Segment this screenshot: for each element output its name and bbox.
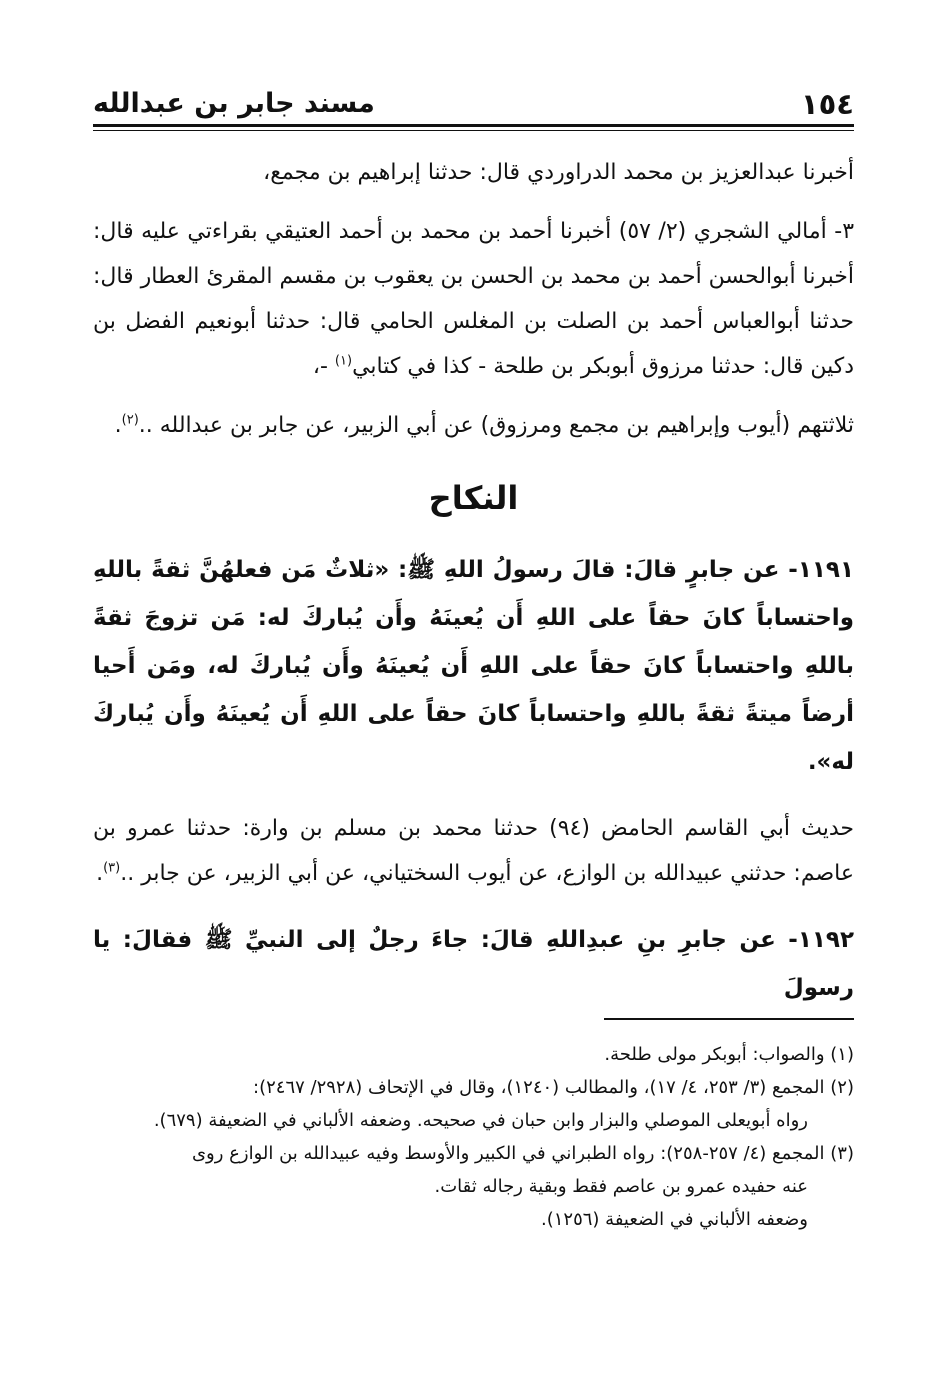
footnote-ref-1[interactable]: (١) [334, 353, 353, 369]
footnote-1: (١) والصواب: أبوبكر مولى طلحة. [604, 1044, 854, 1065]
page-number: ١٥٤ [800, 87, 854, 121]
footnote-ref-3[interactable]: (٣) [103, 860, 121, 876]
footnotes [93, 1038, 854, 1236]
hadith-1191: ١١٩١- عن جابرٍ قالَ: قالَ رسولُ اللهِ ﷺ: «ثلاثٌ مَن فعلهُنَّ ثقةً باللهِ واحتساباً كانَ حقاً على اللهِ أَن يُعينَهُ وأَن يُباركَ له: مَن تزوجَ ثقةً باللهِ واحتساباً كانَ حقاً على اللهِ أَن يُعينَهُ وأَن يُباركَ له، ومَن أَحيا أرضاً ميتةً ثقةً باللهِ واحتساباً كانَ حقاً على اللهِ أَن يُعينَهُ وأَن يُباركَ له». [93, 557, 854, 775]
paragraph-three-narrators [93, 403, 854, 448]
paragraph-tail: . [114, 413, 122, 438]
footnote-3-line-3: وضعفه الألباني في الضعيفة (١٢٥٦). [541, 1209, 808, 1230]
paragraph-text: حديث أبي القاسم الحامض (٩٤) حدثنا محمد بن مسلم بن وارة: حدثنا عمرو بن عاصم: حدثني عبيدالله بن الوازع، عن أيوب السختياني، عن أبي الزبير، عن جابر .. [93, 816, 854, 886]
paragraph-tail: . [96, 861, 104, 886]
paragraph-chain-continuation: أخبرنا عبدالعزيز بن محمد الدراوردي قال: حدثنا إبراهيم بن مجمع، [263, 160, 854, 185]
footnote-3-line-1: (٣) المجمع (٤/ ٢٥٧-٢٥٨): رواه الطبراني في الكبير والأوسط وفيه عبيدالله بن الوازع روى [191, 1143, 854, 1164]
footnote-2-line-2: رواه أبويعلى الموصلي والبزار وابن حبان في صحيحه. وضعفه الألباني في الضعيفة (٦٧٩). [153, 1110, 808, 1131]
paragraph-source-amali-shajari [93, 209, 854, 389]
footnote-ref-2[interactable]: (٢) [121, 412, 139, 428]
page-header [93, 82, 854, 122]
section-heading: النكاح [428, 479, 519, 517]
paragraph-tail: -، [312, 354, 335, 379]
main-text [93, 150, 854, 1012]
running-title: مسند جابر بن عبدالله [93, 88, 375, 119]
paragraph-text: ثلاثتهم (أيوب وإبراهيم بن مجمع ومرزوق) عن أبي الزبير، عن جابر بن عبدالله .. [138, 413, 854, 438]
hadith-1192: ١١٩٢- عن جابرِ بنِ عبدِاللهِ قالَ: جاءَ رجلٌ إلى النبيِّ ﷺ فقالَ: يا رسولَ [93, 927, 854, 1001]
footnote-3-line-2: عنه حفيده عمرو بن عاصم فقط وبقية رجاله ثقات. [434, 1176, 808, 1197]
paragraph-hadith-source [93, 806, 854, 896]
footnote-separator [604, 1018, 854, 1020]
footnote-2-line-1: (٢) المجمع (٣/ ٢٥٣، ٤/ ١٧)، والمطالب (١٢٤٠)، وقال في الإتحاف (٢٩٢٨/ ٢٤٦٧): [253, 1077, 854, 1098]
header-double-rule [93, 124, 854, 131]
paragraph-text: ٣- أمالي الشجري (٢/ ٥٧) أخبرنا أحمد بن محمد بن أحمد العتيقي بقراءتي عليه قال: أخبرنا أبوالحسن أحمد بن محمد بن الحسن بن يعقوب بن مقسم المقرئ العطار قال: حدثنا أبوالعباس أحمد بن الصلت بن المغلس الحامي قال: حدثنا أبونعيم الفضل بن دكين قال: حدثنا مرزوق أبوبكر بن طلحة - كذا في كتابي [93, 219, 855, 379]
